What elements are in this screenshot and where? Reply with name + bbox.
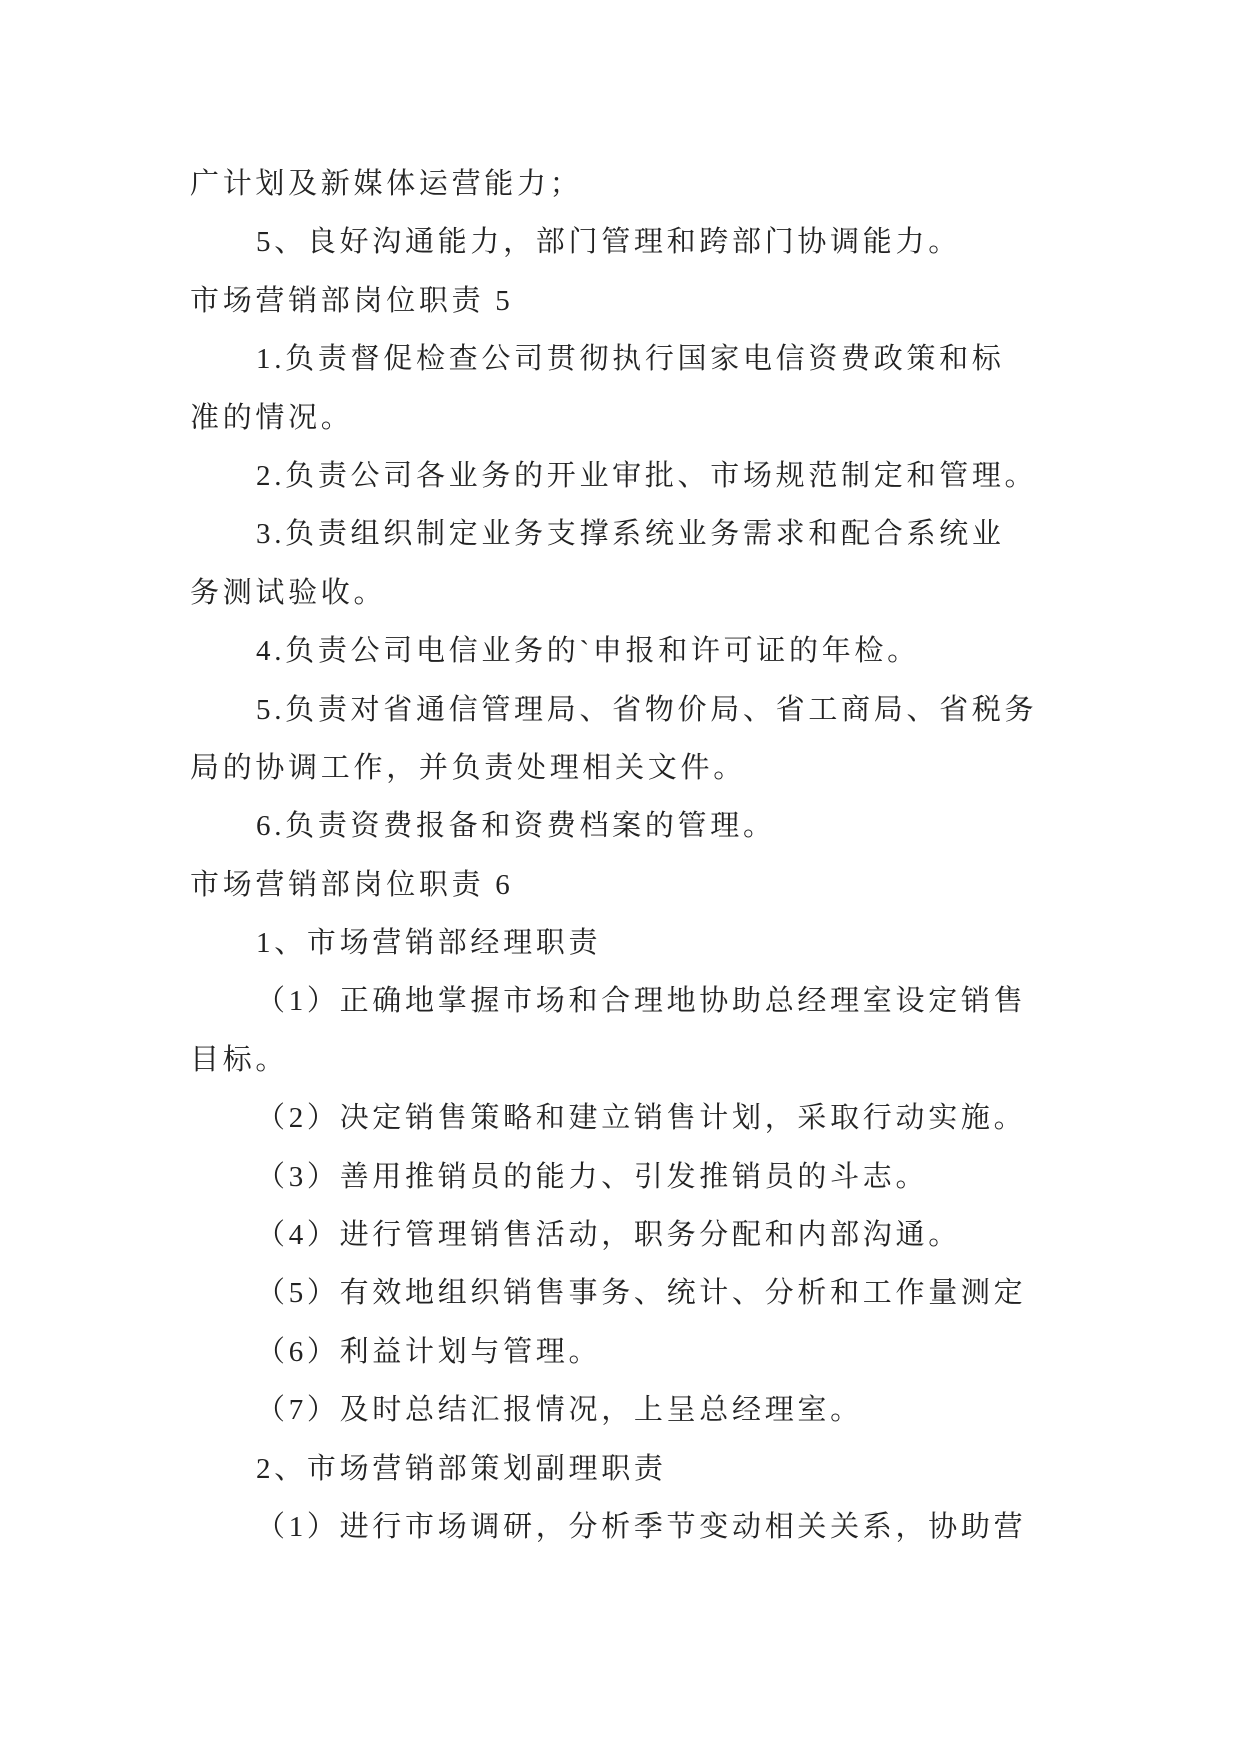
duty-item-2: 2.负责公司各业务的开业审批、市场规范制定和管理。 bbox=[256, 459, 1038, 492]
subsection-heading-planning: 2、市场营销部策划副理职责 bbox=[256, 1452, 667, 1485]
duty-item-1: 1.负责督促检查公司贯彻执行国家电信资费政策和标 bbox=[256, 343, 1005, 376]
manager-duty-7: （7）及时总结汇报情况，上呈总经理室。 bbox=[256, 1394, 863, 1427]
subsection-heading-manager: 1、市场营销部经理职责 bbox=[256, 927, 602, 960]
section-heading-6: 市场营销部岗位职责 6 bbox=[190, 868, 514, 901]
duty-item-4: 4.负责公司电信业务的`申报和许可证的年检。 bbox=[256, 635, 920, 668]
manager-duty-6: （6）利益计划与管理。 bbox=[256, 1335, 602, 1368]
manager-duty-2: （2）决定销售策略和建立销售计划，采取行动实施。 bbox=[256, 1102, 1027, 1135]
paragraph-line: 5、良好沟通能力，部门管理和跨部门协调能力。 bbox=[256, 226, 961, 259]
duty-item-6: 6.负责资费报备和资费档案的管理。 bbox=[256, 810, 776, 843]
duty-item-3-continuation: 务测试验收。 bbox=[190, 576, 387, 609]
paragraph-continuation-line: 广计划及新媒体运营能力； bbox=[190, 168, 583, 200]
duty-item-5-continuation: 局的协调工作，并负责处理相关文件。 bbox=[190, 751, 746, 784]
duty-item-3: 3.负责组织制定业务支撑系统业务需求和配合系统业 bbox=[256, 518, 1005, 551]
manager-duty-3: （3）善用推销员的能力、引发推销员的斗志。 bbox=[256, 1160, 929, 1193]
manager-duty-1-continuation: 目标。 bbox=[190, 1043, 289, 1076]
duty-item-5: 5.负责对省通信管理局、省物价局、省工商局、省税务 bbox=[256, 693, 1038, 726]
planning-duty-1: （1）进行市场调研，分析季节变动相关关系，协助营 bbox=[256, 1510, 1027, 1543]
duty-item-1-continuation: 准的情况。 bbox=[190, 401, 354, 434]
manager-duty-4: （4）进行管理销售活动，职务分配和内部沟通。 bbox=[256, 1219, 961, 1252]
document-body bbox=[190, 155, 1090, 1556]
manager-duty-5: （5）有效地组织销售事务、统计、分析和工作量测定 bbox=[256, 1277, 1027, 1310]
section-heading-5: 市场营销部岗位职责 5 bbox=[190, 284, 514, 317]
manager-duty-1: （1）正确地掌握市场和合理地协助总经理室设定销售 bbox=[256, 985, 1027, 1018]
